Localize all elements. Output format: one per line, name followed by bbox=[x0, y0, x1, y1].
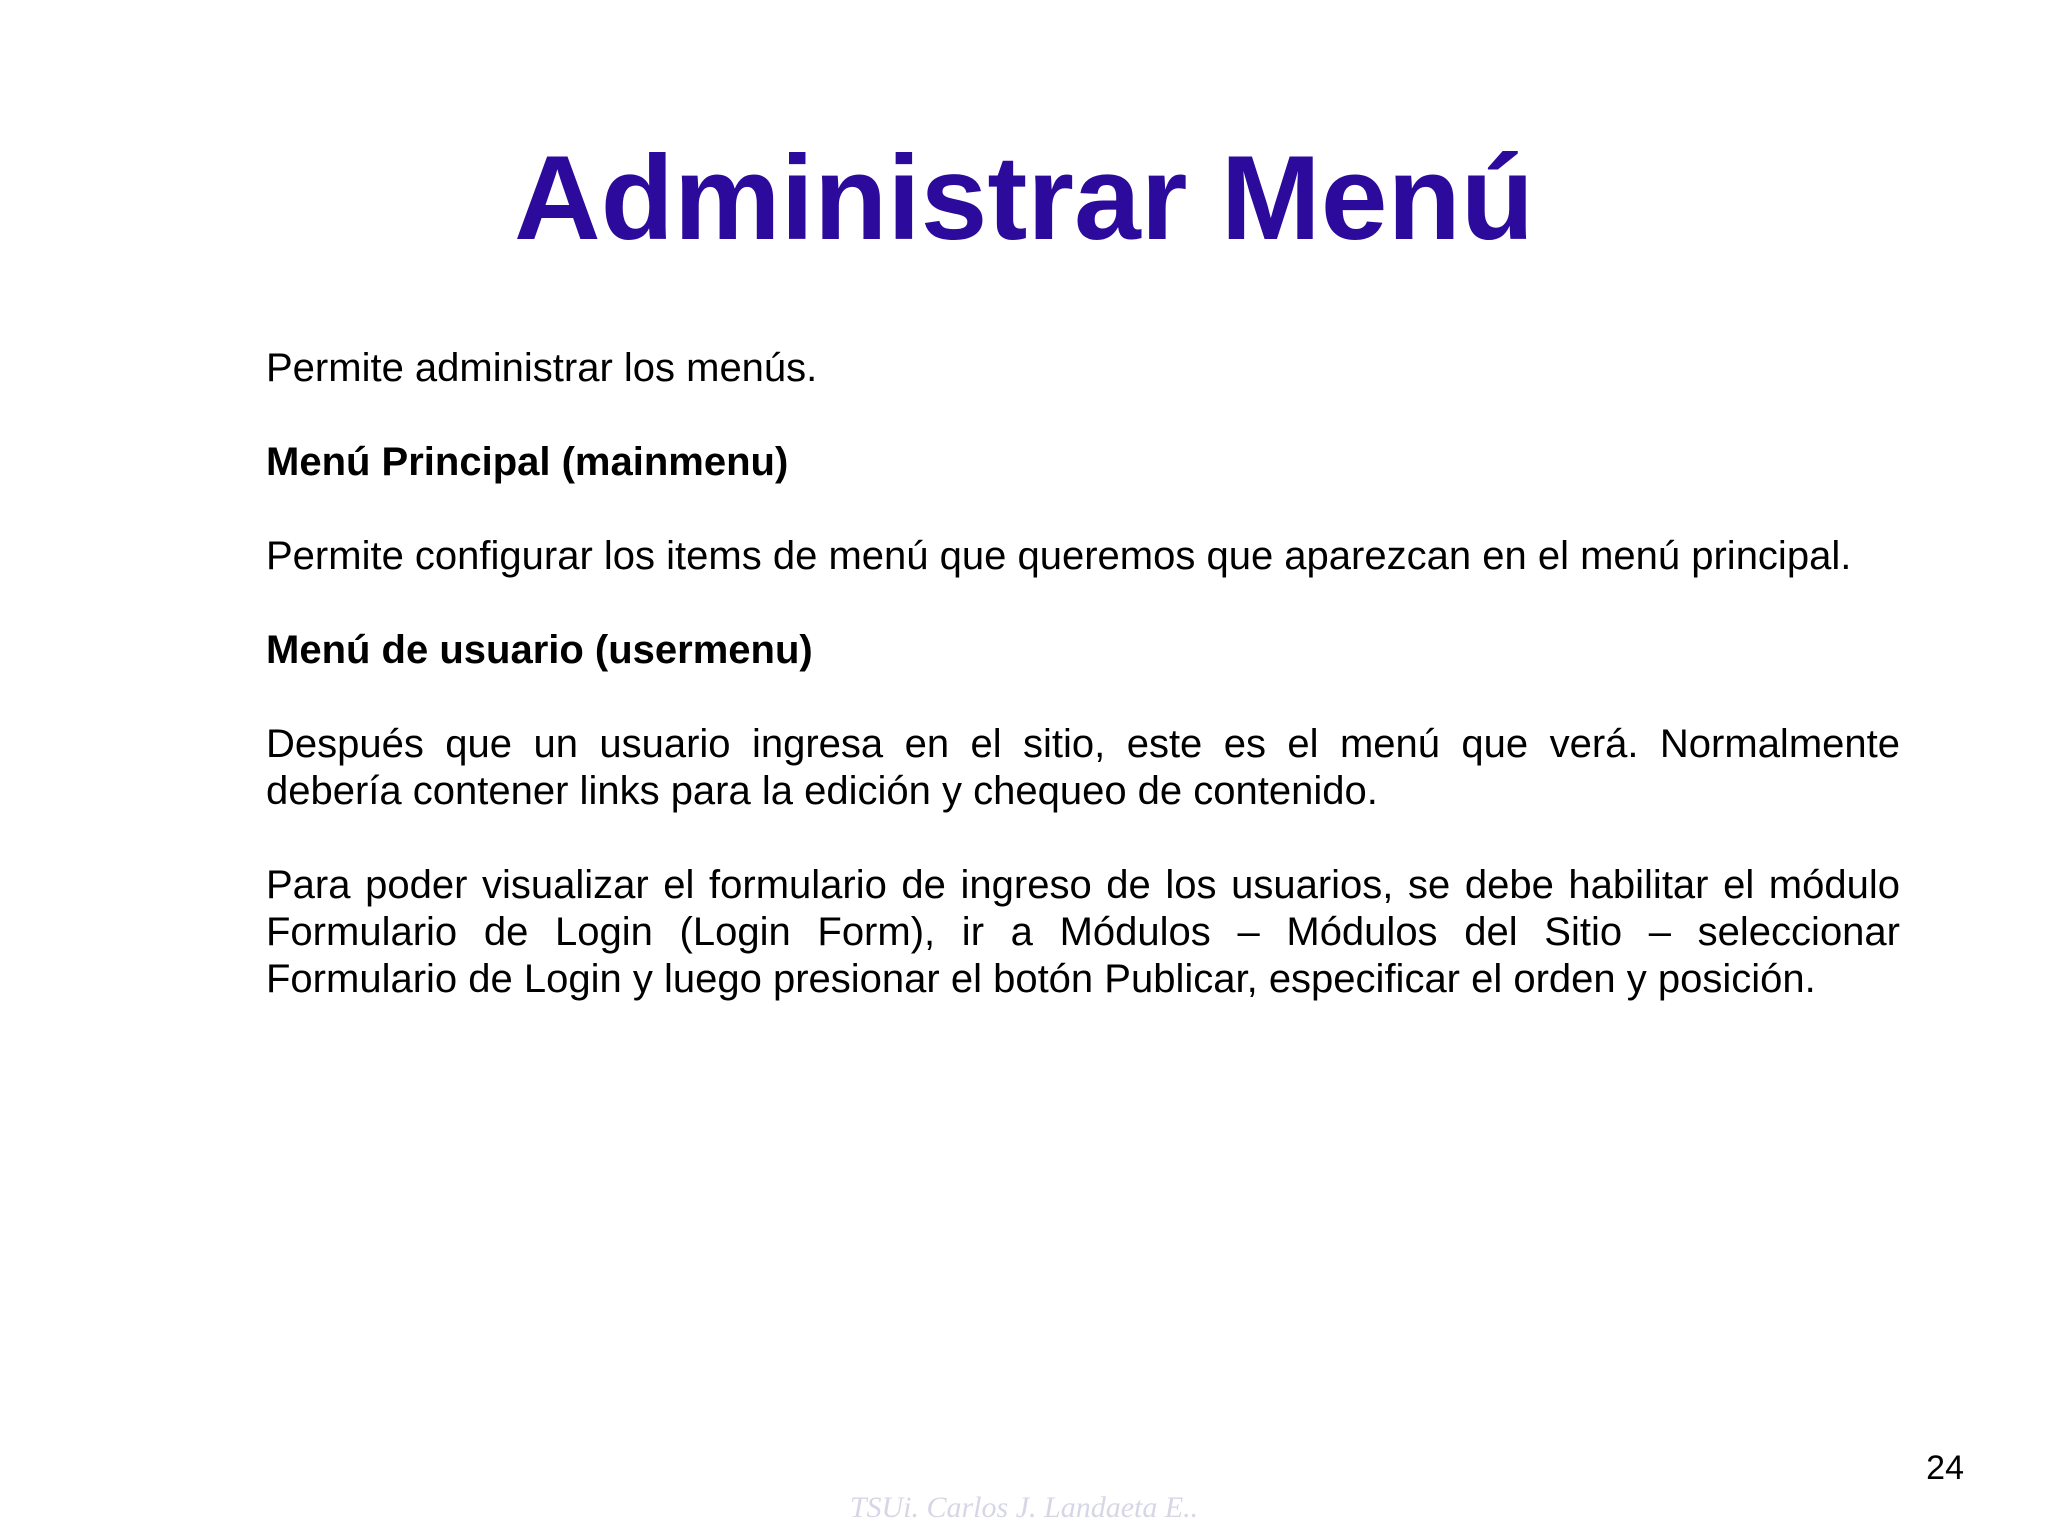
main-menu-description: Permite configurar los items de menú que queremos que aparezcan en el menú principal. bbox=[266, 534, 1852, 578]
slide-title: Administrar Menú bbox=[513, 131, 1535, 265]
heading-user-menu: Menú de usuario (usermenu) bbox=[266, 628, 813, 672]
footer-watermark: TSUi. Carlos J. Landaeta E.. bbox=[849, 1491, 1199, 1524]
heading-main-menu: Menú Principal (mainmenu) bbox=[266, 440, 789, 484]
page-number: 24 bbox=[1926, 1449, 1964, 1487]
slide-body bbox=[266, 345, 1900, 1003]
intro-paragraph: Permite administrar los menús. bbox=[266, 346, 818, 390]
login-form-description: Para poder visualizar el formulario de ingreso de los usuarios, se debe habilitar el módulo Formulario de Login (Login Form), ir a Módulos – Módulos del Sitio – seleccionar Formulario de Login y luego presionar el botón Publicar, especificar el orden y posición. bbox=[266, 863, 1900, 1001]
user-menu-description: Después que un usuario ingresa en el sitio, este es el menú que verá. Normalmente debería contener links para la edición y chequeo de contenido. bbox=[266, 722, 1900, 813]
